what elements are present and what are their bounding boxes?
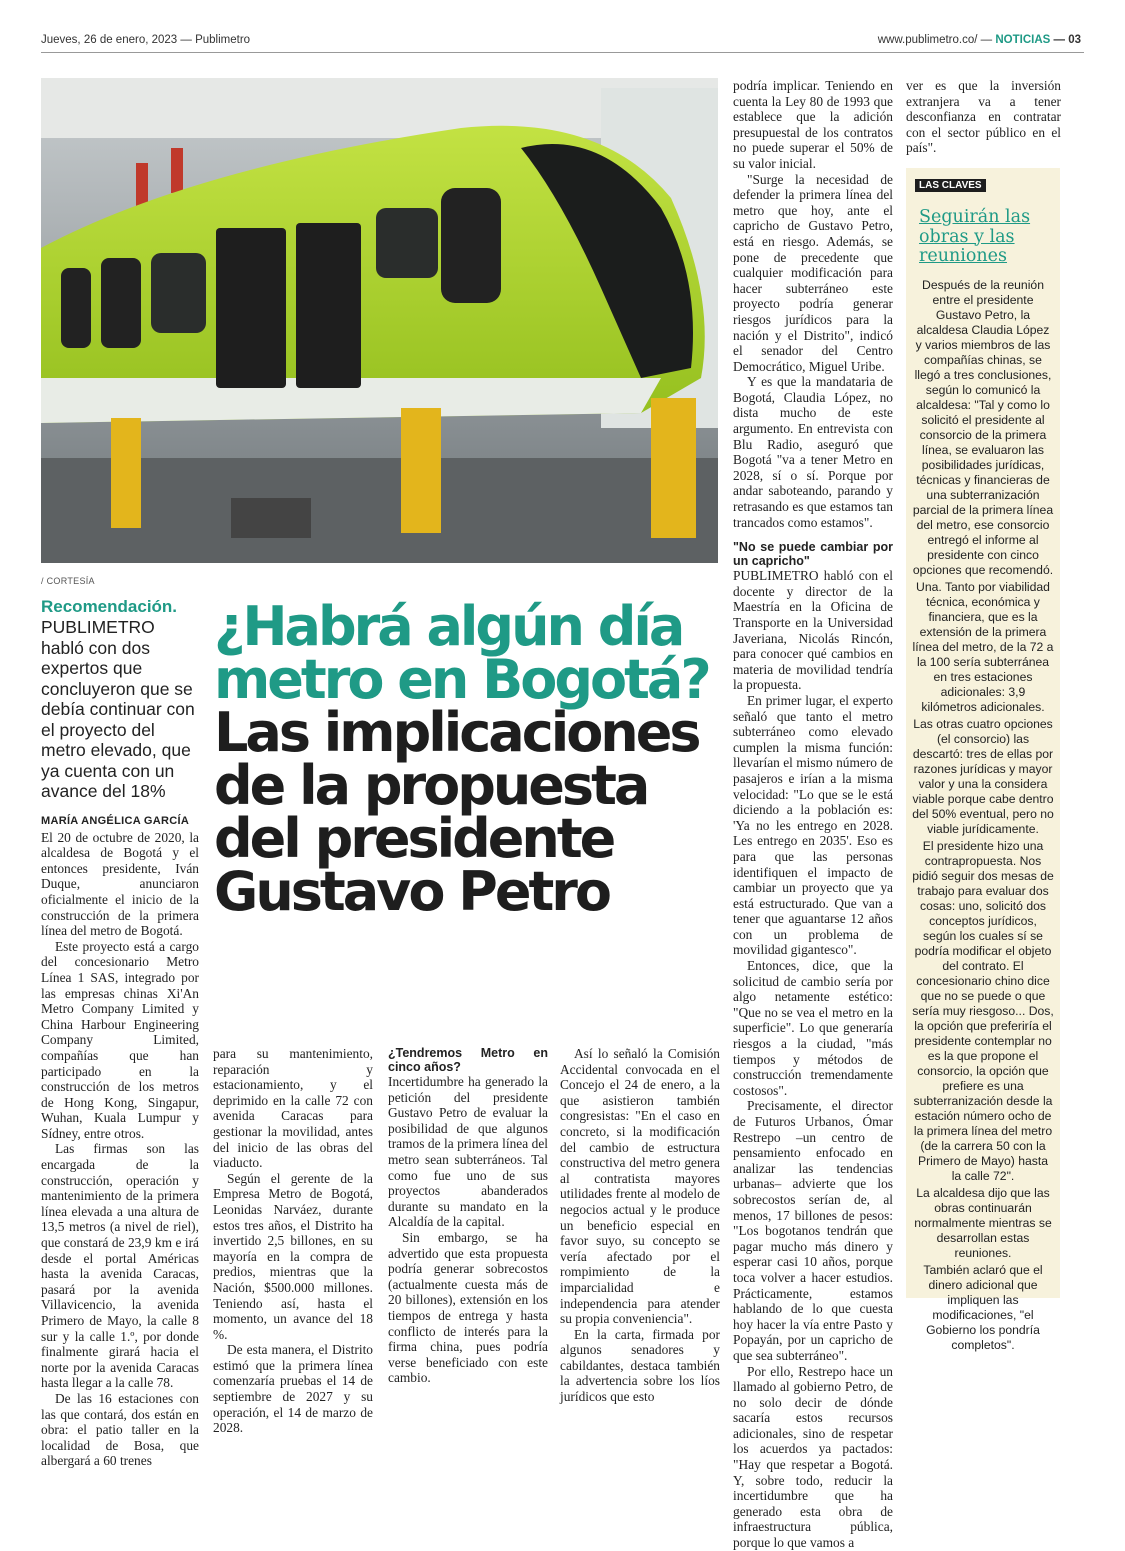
paragraph: Este proyecto está a cargo del concesionario Metro Línea 1 SAS, integrado por las empresas chinas Xi'An Metro Company Limited y China Harbour Engineering Company Limited, compañías que han participado en la construcción de los metros de Hong Kong, Singapur, Wuhan, Kuala Lumpur y Sídney, entre otros. [41,938,199,1141]
recommendation-box [41,597,201,802]
paragraph: Según el gerente de la Empresa Metro de Bogotá, Leonidas Narváez, durante estos tres años, el Distrito ha invertido 2,5 billones, en su mayoría en la compra de predios, mientras que la Nación, $500.000 millones. Teniendo así, hasta el momento, un avance del 18 %. [213,1170,373,1342]
paragraph: Y es que la mandataria de Bogotá, Claudia López, no dista mucho de este argumento. En entrevista con Blu Radio, aseguró que Bogotá "va a tener Metro en 2028, sí o sí. Porque por andar saboteando, parando y retrasando es que estamos tan trancados como estamos". [733,374,893,530]
sidebar-body [912,278,1054,1355]
column-5 [733,78,893,1551]
paragraph: para su mantenimiento, reparación y estacionamiento, y el deprimido en la calle 72 con avenida Caracas para gestionar la movilidad, antes del inicio de las obras del viaducto. [213,1046,373,1171]
paragraph: El 20 de octubre de 2020, la alcaldesa de Bogotá y el entonces presidente, Iván Duque, anunciaron oficialmente el inicio de la construcción de la primera línea del metro de Bogotá. [41,829,199,939]
paragraph: PUBLIMETRO habló con el docente y director de la Maestría en la Oficina de Transporte en la Universidad Javeriana, Nicolás Rincón, para conocer qué cambios en materia de movilidad tendría la propuesta. [733,568,893,693]
headline-black: Las implicaciones de la propuesta del presidente Gustavo Petro [214,701,699,923]
subhead: ¿Tendremos Metro en cinco años? [388,1046,548,1074]
paragraph: "Surge la necesidad de defender la primera línea del metro que hoy, ante el capricho de Gustavo Petro, está en riesgo. Además, se pone de precedente que cualquier modificación para hacer subterráneo este proyecto podría generar riesgos jurídicos para la nación y el Distrito", indicó el senador del Centro Democrático, Miguel Uribe. [733,171,893,374]
paragraph: ver es que la inversión extranjera va a tener desconfianza en contratar con el sector público en el país". [906,78,1061,156]
column-3 [388,1046,548,1386]
section-name: NOTICIAS [995,34,1051,46]
recommendation-kicker: Recomendación. [41,597,178,616]
sidebar-paragraph: También aclaró que el dinero adicional que impliquen las modificaciones, "el Gobierno los pondría completos". [923,1263,1043,1352]
paragraph: podría implicar. Teniendo en cuenta la Ley 80 de 1993 que establece que la adición presupuestal de los contratos no puede superar el 50% de su valor inicial. [733,78,893,171]
sidebar-paragraph: Las otras cuatro opciones (el consorcio) las descartó: tres de ellas por razones jurídicas y mayor valor y una la considera viable porque cabe dentro del 50% eventual, pero no viable jurídicamente. [912,717,1054,836]
headline-green: ¿Habrá algún día metro en Bogotá? [214,595,709,711]
sidebar-paragraph: El presidente hizo una contrapropuesta. Nos pidió seguir dos mesas de trabajo para evaluar dos cosas: uno, solicitó dos conceptos jurídicos, según los cuales sí se podría modificar el objeto del contrato. El concesionario chino dice que no se puede o que sería muy riesgoso... Dos, la opción que preferiría el presidente contemplar no es la que propone el consorcio, la opción que prefiere es una subterranización desde la estación número ocho de la primera línea del metro (de la carrera 50 con la Primero de Mayo) hasta la calle 72". [912,839,1054,1183]
paragraph: Las firmas son las encargada de la construcción, operación y mantenimiento de la primera línea elevada a una altura de 13,5 metros (a nivel de riel), que constará de 23,9 km e irá desde el portal Américas hasta la avenida Caracas, pasará por la avenida Villavicencio, la avenida Primero de Mayo, la calle 8 sur y la calle 1.º, por donde finalmente girará hacia el norte por la avenida Caracas hasta llegar a la calle 78. [41,1141,199,1391]
paragraph: De las 16 estaciones con las que contará, dos están en obra: el patio taller en la localidad de Bosa, que albergará a 60 trenes [41,1390,199,1469]
site-url[interactable]: www.publimetro.co/ — [877,34,993,46]
photo-credit: / CORTESÍA [41,576,95,586]
byline: MARÍA ANGÉLICA GARCÍA [41,815,190,827]
header-rule [41,52,1084,53]
paragraph: Por ello, Restrepo hace un llamado al gobierno Petro, de no solo decir de dónde sacaría estos recursos adicionales, sino de respetar los acuerdos ya pactados: "Hay que respetar a Bogotá. Y, sobre todo, reducir la incertidumbre que ha generado esta obra de infraestructura pública, porque lo que vamos a [733,1363,893,1551]
paragraph: Sin embargo, se ha advertido que esta propuesta podría generar sobrecostos (actualmente cuesta más de 20 billones), extensión en los tiempos de entrega y hasta conflicto de interés para la firma china, pues podría verse beneficiado con este cambio. [388,1229,548,1386]
page-number: — 03 [1053,34,1081,46]
date-line: Jueves, 26 de enero, 2023 — Publimetro [41,34,251,46]
paragraph: En primer lugar, el experto señaló que tanto el metro subterráneo como elevado cumplen la misma función: llevarían el mismo número de pasajeros e irían a la misma velocidad: "Lo que se le está diciendo a la población es: 'Ya no les entrego en 2028. Les entrego en 2035'. Eso es para que las personas identifiquen el impacto de cambiar un proyecto que ya está estructurado. Que van a tener que aguantarse 12 años con un problema de movilidad gigantesco". [733,692,893,958]
paragraph: En la carta, firmada por algunos senadores y cabildantes, destaca también la advertencia sobre los líos jurídicos que esto [560,1326,720,1405]
header-right [878,34,1081,46]
paragraph: Precisamente, el director de Futuros Urbanos, Ómar Restrepo –un centro de pensamiento enfocado en analizar las tendencias urbanas– advierte que los sobrecostos serían de, al menos, 17 billones de pesos: "Los bogotanos tendrán que pagar mucho más dinero y esperar casi 10 años, porque toca volver a hacer estudios. Prácticamente, estamos hablando de lo que cuesta hoy hacer la vía entre Pasto y Popayán, por un capricho de que sea subterráneo". [733,1098,893,1363]
recommendation-body: PUBLIMETRO habló con dos expertos que concluyeron que se debía continuar con el proyecto del metro elevado, que ya cuenta con un avance del 18% [41,617,195,801]
paragraph: De esta manera, el Distrito estimó que la primera línea comenzaría pruebas el 14 de septiembre de 2027 y su operación, el 14 de marzo de 2028. [213,1342,373,1436]
column-4 [560,1046,720,1405]
sidebar-paragraph: Después de la reunión entre el presidente Gustavo Petro, la alcaldesa Claudia López y varios miembros de las compañías chinas, se llegó a tres conclusiones, según lo comunicó la alcaldesa: "Tal y como lo solicitó el presidente al consorcio de la primera línea, se evaluaron las posibilidades jurídicas, técnicas y financieras de una subterranización parcial de la primera línea del metro, ese consorcio entregó el informe al presidente con cinco opciones que recomendó. [912,278,1054,577]
sidebar-title: Seguirán las obras y las reuniones [919,207,1031,266]
column-2 [213,1046,373,1436]
sidebar-paragraph: Una. Tanto por viabilidad técnica, económica y financiera, que es la extensión de la primera línea del metro, de la 72 a la 100 sería subterránea en tres estaciones adicionales: 3,9 kilómetros adicionales. [912,580,1054,714]
paragraph: Así lo señaló la Comisión Accidental convocada en el Concejo el 24 de enero, a la que asistieron también congresistas: "En el caso en concreto, si la modificación del cambio de estructura constructiva del metro genera al contratista mayores utilidades frente al modelo de negocios actual y le produce un beneficio especial en favor suyo, su concepto se vería afectado por el rompimiento de la imparcialidad e independencia para atender su propia conveniencia". [560,1046,720,1327]
paragraph: Entonces, dice, que la solicitud de cambio sería por algo netamente estético: "Que no se vea el metro en la superficie". Lo que generaría riesgos a la ciudad, "más tiempos y métodos de construcción tremendamente costosos". [733,958,893,1098]
sidebar-tag: LAS CLAVES [915,179,986,192]
column-1 [41,814,199,1469]
paragraph: Incertidumbre ha generado la petición del presidente Gustavo Petro de evaluar la posibilidad de que algunos tramos de la primera línea del metro sean subterráneos. Tal como fue uno de sus proyectos abanderados durante su mandato en la Alcaldía de la capital. [388,1074,548,1230]
train-illustration [41,78,718,563]
sidebar-paragraph: La alcaldesa dijo que las obras continuarán normalmente mientras se desarrollan estas reuniones. [914,1186,1052,1260]
metro-train-photo [41,78,718,563]
headline [214,595,714,923]
column-6-top [906,78,1061,156]
subhead: "No se puede cambiar por un capricho" [733,540,893,569]
